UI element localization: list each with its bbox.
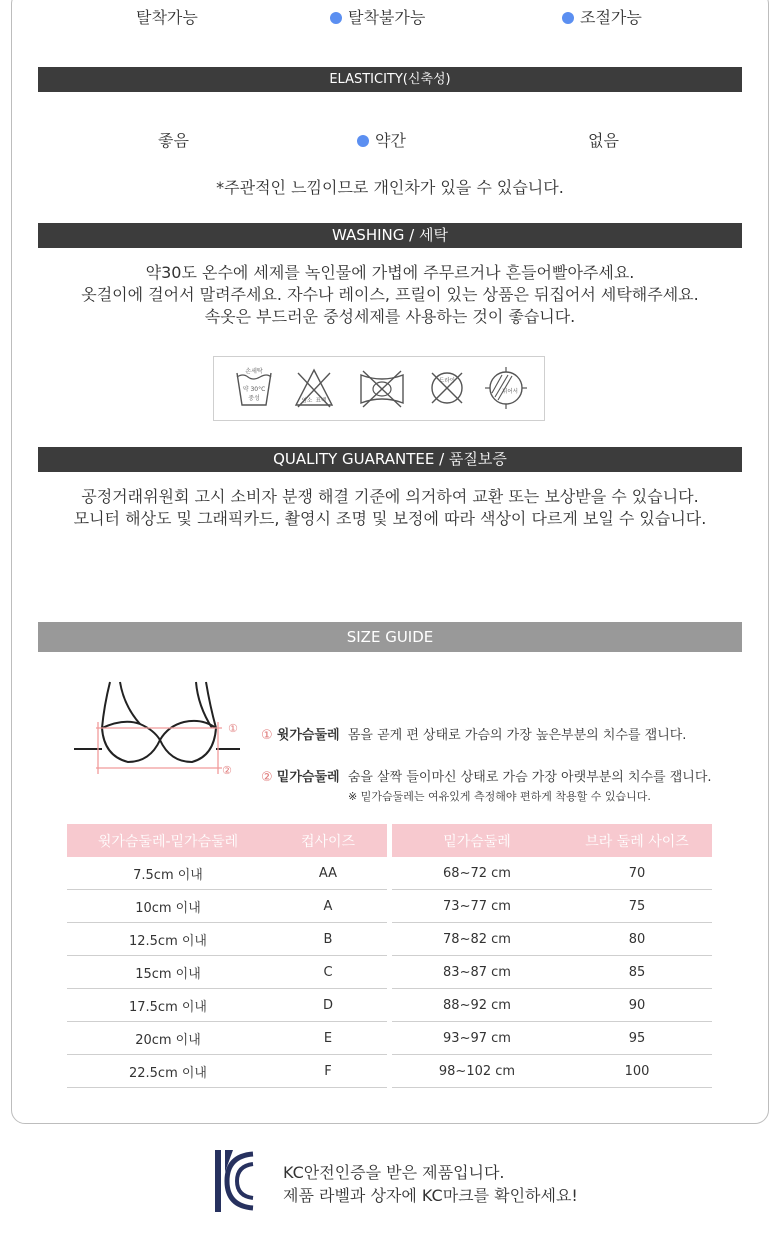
table-cell: 78~82 cm [392, 923, 562, 956]
table-cell: 80 [562, 923, 712, 956]
table-header: 브라 둘레 사이즈 [562, 824, 712, 857]
table-cell: 22.5cm 이내 [67, 1055, 269, 1088]
elasticity-note: *주관적인 느낌이므로 개인차가 있을 수 있습니다. [216, 178, 564, 197]
table-row [67, 989, 387, 1022]
washing-line-1: 약30도 온수에 세제를 녹인물에 가볍에 주무르거나 흔들어빨아주세요. [145, 263, 635, 282]
table-cell: 93~97 cm [392, 1022, 562, 1055]
legend-under-bust: ② 밑가슴둘레 숨을 살짝 들이마신 상태로 가슴 가장 아랫부분의 치수를 잽니다. [261, 770, 712, 785]
bra-measurement-diagram [68, 676, 248, 780]
elasticity-option-good [158, 128, 189, 151]
table-cell: 20cm 이내 [67, 1022, 269, 1055]
table-cell: 70 [562, 857, 712, 890]
option-non-detachable [330, 5, 425, 28]
kc-text-line-1: KC안전인증을 받은 제품입니다. [283, 1163, 505, 1182]
table-row [392, 857, 712, 890]
option-adjustable [562, 5, 642, 28]
table-row [392, 989, 712, 1022]
legend-upper-bust: ① 윗가슴둘레 몸을 곧게 편 상태로 가슴의 가장 높은부분의 치수를 잽니다. [261, 728, 687, 743]
option-label: 없음 [588, 131, 619, 150]
table-cell: 12.5cm 이내 [67, 923, 269, 956]
table-cell: AA [269, 857, 387, 890]
bleach-label-left: 염소 [301, 398, 313, 404]
wash-label-top: 손세탁 [245, 368, 263, 375]
option-detachable [136, 5, 198, 28]
table-cell: 98~102 cm [392, 1055, 562, 1088]
elasticity-option-none [588, 128, 619, 151]
kc-mark-icon [213, 1148, 257, 1214]
selected-dot-icon [562, 12, 574, 24]
table-row [392, 1022, 712, 1055]
band-size-table [392, 824, 712, 1088]
option-label: 좋음 [158, 131, 189, 150]
cup-size-table [67, 824, 387, 1088]
quality-line-2: 모니터 해상도 및 그래픽카드, 촬영시 조명 및 보정에 따라 색상이 다르게 보일 수 있습니다. [73, 509, 707, 528]
table-cell: 17.5cm 이내 [67, 989, 269, 1022]
quality-header: QUALITY GUARANTEE / 품질보증 [38, 447, 742, 472]
washing-line-3: 속옷은 부드러운 중성세제를 사용하는 것이 좋습니다. [204, 307, 576, 326]
table-cell: 73~77 cm [392, 890, 562, 923]
washing-line-2: 옷걸이에 걸어서 말려주세요. 자수나 레이스, 프릴이 있는 상품은 뒤집어서 세탁해주세요. [81, 285, 699, 304]
table-cell: B [269, 923, 387, 956]
selected-dot-icon [357, 135, 369, 147]
table-cell: 90 [562, 989, 712, 1022]
no-dry-clean-icon [427, 365, 467, 411]
kc-text-line-2: 제품 라벨과 상자에 KC마크를 확인하세요! [283, 1186, 578, 1205]
table-cell: 85 [562, 956, 712, 989]
table-cell: 10cm 이내 [67, 890, 269, 923]
table-cell: 68~72 cm [392, 857, 562, 890]
table-row [392, 956, 712, 989]
table-row [67, 1055, 387, 1088]
washing-header: WASHING / 세탁 [38, 223, 742, 248]
table-cell: F [269, 1055, 387, 1088]
dryclean-label: 드라이 [439, 378, 455, 384]
hand-wash-icon [234, 365, 274, 411]
quality-line-1: 공정거래위원회 고시 소비자 분쟁 해결 기준에 의거하여 교환 또는 보상받을 수 있습니다. [81, 487, 699, 506]
option-label: 약간 [375, 131, 406, 150]
elasticity-option-slight [357, 128, 406, 151]
size-guide-header: SIZE GUIDE [38, 622, 742, 652]
table-row [67, 923, 387, 956]
table-header: 윗가슴둘레-밑가슴둘레 [67, 824, 269, 857]
table-row [67, 857, 387, 890]
elasticity-header: ELASTICITY(신축성) [38, 67, 742, 92]
table-cell: 7.5cm 이내 [67, 857, 269, 890]
flat-dry-icon [484, 365, 528, 411]
table-cell: D [269, 989, 387, 1022]
marker-1: ① [228, 722, 238, 735]
flat-dry-label: 뉘어서 [502, 389, 518, 395]
size-guide-note: ※ 밑가슴둘레는 여유있게 측정해야 편하게 착용할 수 있습니다. [348, 790, 651, 803]
table-cell: 95 [562, 1022, 712, 1055]
wash-label-bottom: 중성 [248, 395, 260, 402]
table-row [392, 890, 712, 923]
table-header: 컵사이즈 [269, 824, 387, 857]
selected-dot-icon [330, 12, 342, 24]
table-row [392, 923, 712, 956]
no-tumble-dry-icon [357, 365, 407, 411]
table-cell: 75 [562, 890, 712, 923]
care-icons-box [213, 356, 545, 421]
wash-label-mid: 약 30°C [242, 386, 266, 393]
no-bleach-icon [292, 365, 336, 411]
table-row [67, 956, 387, 989]
table-header: 밑가슴둘레 [392, 824, 562, 857]
option-label: 조절가능 [580, 8, 642, 27]
table-row [392, 1055, 712, 1088]
bleach-label-right: 표백 [315, 398, 327, 404]
table-cell: 100 [562, 1055, 712, 1088]
table-row [67, 1022, 387, 1055]
table-cell: A [269, 890, 387, 923]
option-label: 탈착가능 [136, 8, 198, 27]
marker-2: ② [222, 764, 232, 777]
table-cell: C [269, 956, 387, 989]
table-cell: 88~92 cm [392, 989, 562, 1022]
table-cell: E [269, 1022, 387, 1055]
table-cell: 15cm 이내 [67, 956, 269, 989]
table-row [67, 890, 387, 923]
table-cell: 83~87 cm [392, 956, 562, 989]
option-label: 탈착불가능 [348, 8, 426, 27]
